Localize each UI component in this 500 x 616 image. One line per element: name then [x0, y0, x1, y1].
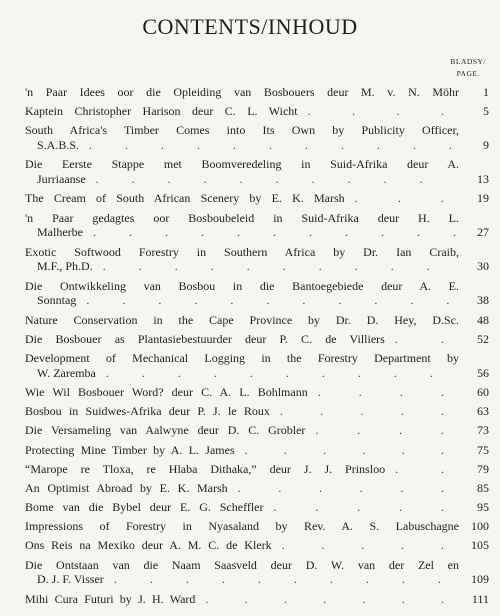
toc-entry-title: The Cream of South African Scenery by E. K. Marsh . . . — [25, 191, 459, 206]
page-number: 95 — [477, 500, 489, 515]
page-column-header — [450, 56, 486, 80]
page-title: CONTENTS/INHOUD — [142, 14, 358, 39]
page-number: 111 — [471, 591, 489, 606]
toc-entry — [25, 404, 489, 423]
toc-entry — [25, 462, 489, 481]
toc-entry-title: Kaptein Christopher Harison deur C. L. Wicht . . . . — [25, 104, 459, 119]
toc-entry-title: Die Bosbouer as Plantasiebestuurder deur P. C. de Villiers . . — [25, 331, 460, 346]
toc-entry-title: “Marope re Tloxa, re Hlaba Dithaka,” deur J. J. Prinsloo . . — [25, 461, 460, 476]
leader-dots: . . . . . . . . . . — [102, 259, 445, 274]
page-number: 85 — [477, 480, 489, 495]
toc-entry-title: Development of Mechanical Logging in the Forestry Department by — [25, 350, 459, 365]
page-number: 19 — [477, 191, 489, 206]
leader-dots: . . . — [354, 191, 459, 206]
leader-dots: . . . . — [307, 104, 459, 119]
leader-dots: . . . . . . . . . . . — [89, 137, 468, 152]
toc-entry-title: Bome van die Bybel deur E. G. Scheffler . . . . . — [25, 500, 460, 515]
leader-dots: . . . . — [317, 384, 459, 399]
toc-entry-title-continued: Jurriaanse . . . . . . . . . . — [37, 171, 438, 186]
toc-entry — [25, 519, 489, 538]
toc-entry — [25, 385, 489, 404]
toc-entry — [25, 104, 489, 123]
toc-entry — [25, 481, 489, 500]
leader-dots: . . . . . . . . . . . — [92, 225, 471, 240]
toc-entry — [25, 211, 489, 245]
page-number: 1 — [483, 85, 489, 99]
toc-entry-title-continued: Malherbe . . . . . . . . . . . — [37, 225, 471, 240]
toc-entry — [25, 245, 489, 279]
page-number: 56 — [477, 365, 489, 380]
page-number: 48 — [477, 312, 489, 327]
leader-dots: . . . . . . — [244, 442, 460, 457]
page-number: 75 — [477, 442, 489, 457]
page-number: 13 — [477, 171, 489, 186]
toc-entry-title: Wie Wil Bosbouer Word? deur C. A. L. Bohlmann . . . . — [25, 384, 459, 399]
toc-entry — [25, 558, 489, 592]
toc-entry — [25, 443, 489, 462]
leader-dots: . . . . . . . . . . — [105, 365, 448, 380]
toc-entry — [25, 191, 489, 210]
page-number: 100 — [471, 519, 489, 534]
toc-entry-title-continued: W. Zaremba . . . . . . . . . . — [37, 365, 448, 380]
toc-entry — [25, 423, 489, 442]
page-number: 38 — [477, 293, 489, 308]
toc-entry — [25, 157, 489, 191]
toc-entry-title: Die Eerste Stappe met Boomveredeling in Suid-Afrika deur A. — [25, 157, 459, 172]
table-of-contents — [25, 85, 489, 611]
toc-entry — [25, 123, 489, 157]
leader-dots: . . . . . — [273, 500, 460, 515]
leader-dots: . . — [394, 331, 460, 346]
toc-entry — [25, 351, 489, 385]
page-number: 105 — [471, 538, 489, 553]
page-number: 60 — [477, 384, 489, 399]
toc-entry-title: Mihi Cura Futuri by J. H. Ward . . . . . . . — [25, 591, 459, 606]
page-number: 63 — [477, 404, 489, 419]
toc-entry — [25, 313, 489, 332]
page-column-header-line1: BLADSY/ — [450, 57, 486, 66]
toc-entry-title: Ons Reis na Mexiko deur A. M. C. de Klerk . . . . . — [25, 538, 459, 553]
toc-entry — [25, 279, 489, 313]
toc-entry — [25, 592, 489, 611]
page-number: 5 — [483, 104, 489, 119]
page-number: 79 — [477, 461, 489, 476]
toc-entry-title-continued: D. J. F. Visser . . . . . . . . . . — [37, 572, 456, 587]
toc-entry-title: Exotic Softwood Forestry in Southern Africa by Dr. Ian Craib, — [25, 244, 459, 259]
toc-entry-title: Die Ontstaan van die Naam Saasveld deur D. W. van der Zel en — [25, 557, 459, 572]
page-number: 73 — [477, 423, 489, 438]
page-column-header-line2: PAGE. — [456, 69, 480, 78]
leader-dots: . . . . . . . . . . . — [86, 293, 465, 308]
leader-dots: . . . . — [315, 423, 460, 438]
page-number: 27 — [477, 225, 489, 240]
toc-entry-title: South Africa's Timber Comes into Its Own by Publicity Officer, — [25, 123, 459, 138]
toc-entry-title: An Optimist Abroad by E. K. Marsh . . . . . . — [25, 480, 460, 495]
leader-dots: . . . . . . . . . . — [113, 572, 456, 587]
toc-entry-title: 'n Paar Idees oor die Opleiding van Bosbouers deur M. v. N. Möhr — [25, 85, 459, 99]
leader-dots: . . — [395, 461, 460, 476]
leader-dots: . . . . . . . . . . — [95, 171, 438, 186]
leader-dots: . . . . . — [281, 538, 459, 553]
leader-dots: . . . . . . — [237, 480, 460, 495]
toc-entry-title: Impressions of Forestry in Nyasaland by Rev. A. S. Labuschagne — [25, 519, 459, 534]
toc-entry — [25, 500, 489, 519]
toc-entry — [25, 332, 489, 351]
toc-entry-title: Die Ontwikkeling van Bosbou in die Bantoegebiede deur A. E. — [25, 278, 459, 293]
toc-entry-title: 'n Paar gedagtes oor Bosboubeleid in Suid-Afrika deur H. L. — [25, 210, 459, 225]
page-number: 52 — [477, 331, 489, 346]
leader-dots: . . . . . — [279, 404, 459, 419]
page-number: 30 — [477, 259, 489, 274]
toc-entry-title: Protecting Mine Timber by A. L. James . . . . . . — [25, 442, 460, 457]
toc-entry-title-continued: M.F., Ph.D. . . . . . . . . . . — [37, 259, 445, 274]
toc-entry — [25, 85, 489, 104]
toc-entry — [25, 538, 489, 557]
page-number: 9 — [483, 137, 489, 152]
leader-dots: . . . . . . . — [205, 591, 459, 606]
page-number: 109 — [471, 572, 489, 587]
toc-entry-title: Nature Conservation in the Cape Province by Dr. D. Hey, D.Sc. — [25, 312, 459, 327]
toc-entry-title-continued: Sonntag . . . . . . . . . . . — [37, 293, 465, 308]
toc-entry-title: Bosbou in Suidwes-Afrika deur P. J. le Roux . . . . . — [25, 404, 459, 419]
toc-entry-title-continued: S.A.B.S. . . . . . . . . . . . — [37, 137, 468, 152]
toc-entry-title: Die Versameling van Aalwyne deur D. C. Grobler . . . . — [25, 423, 460, 438]
